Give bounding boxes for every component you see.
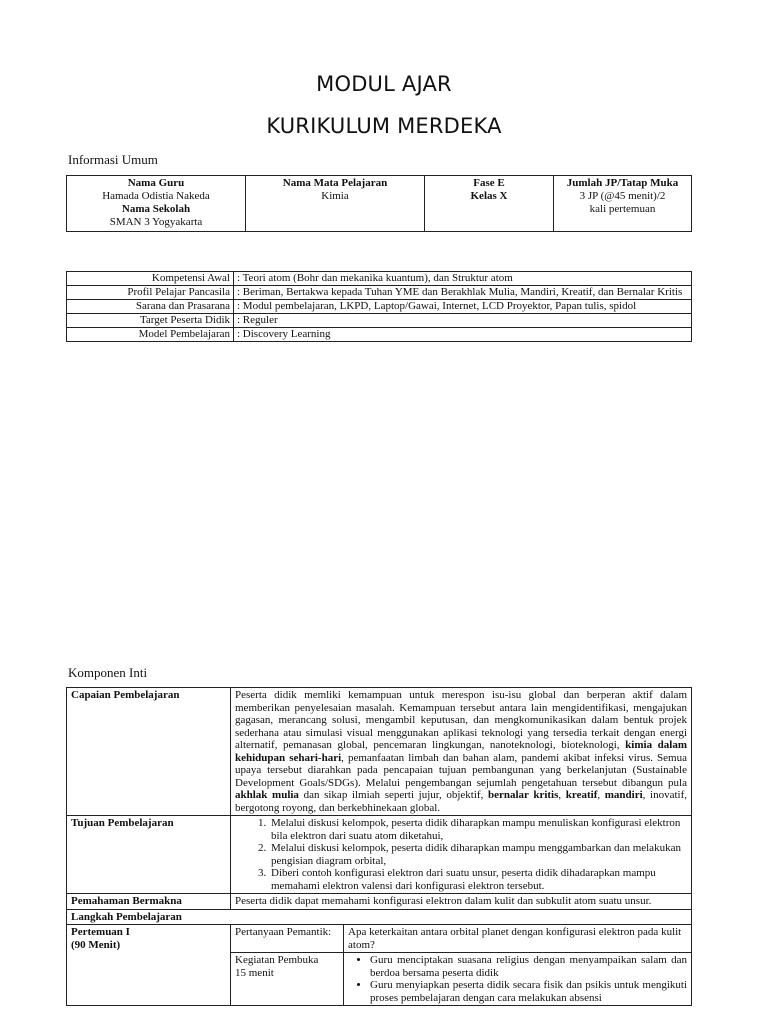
emphasis-text: kreatif	[565, 789, 598, 801]
core-components-table	[66, 687, 692, 1006]
table-row	[67, 925, 692, 1006]
table-row	[67, 328, 692, 342]
school-name-value: SMAN 3 Yogyakarta	[109, 216, 203, 228]
learning-objectives-cell	[231, 816, 692, 894]
row-label: Capaian Pembelajaran	[67, 688, 231, 816]
row-label: Pemahaman Bermakna	[67, 894, 231, 910]
row-value: : Reguler	[234, 314, 692, 328]
meeting-duration: (90 Menit)	[71, 938, 121, 951]
row-label: Target Peserta Didik	[67, 314, 234, 328]
opening-activities-cell	[344, 953, 692, 1006]
phase-heading: Fase E	[473, 177, 505, 189]
text-segment: Peserta didik memliki kemampuan untuk merespon isu-isu global dan berperan aktif dalam memberikan penyelesaian masalah. Kemampuan tersebut antara lain mengidentifikasi, mengajukan gagasan, merancang solusi, mengambil keputusan, dan mengkomunikasikan dalam bentuk projek sederhana atau simulasi visual menggunakan aplikasi teknologi yang tersedia terkait dengan energi alternatif, pemanasan global, pencemaran lingkungan, nanoteknologi, bioteknologi,	[235, 689, 687, 751]
emphasis-text: mandiri	[604, 789, 643, 801]
hours-heading: Jumlah JP/Tatap Muka	[566, 177, 679, 189]
learning-objectives-list	[235, 817, 687, 892]
table-row	[67, 272, 692, 286]
school-name-heading: Nama Sekolah	[121, 203, 191, 215]
row-value: : Modul pembelajaran, LKPD, Laptop/Gawai, Internet, LCD Proyektor, Papan tulis, spidol	[234, 300, 692, 314]
emphasis-text: bernalar kritis	[487, 789, 559, 801]
row-label: Profil Pelajar Pancasila	[67, 286, 234, 300]
text-segment: , inovatif, bergotong royong, dan berkebhinekaan global.	[235, 789, 688, 814]
opening-activities-list	[348, 954, 687, 1004]
table-row	[67, 300, 692, 314]
table-row	[67, 314, 692, 328]
table-row	[67, 688, 692, 816]
row-label: Model Pembelajaran	[67, 328, 234, 342]
meeting-label: Pertemuan I	[71, 926, 130, 938]
list-item: • Guru menciptakan suasana religius dengan menyampaikan salam dan berdoa bersama peserta didik	[370, 954, 687, 979]
subject-heading: Nama Mata Pelajaran	[282, 177, 388, 189]
row-value: : Discovery Learning	[234, 328, 692, 342]
emphasis-text: akhlak mulia	[235, 789, 299, 801]
document-subtitle: KURIKULUM MERDEKA	[266, 114, 502, 138]
question-label: Pertanyaan Pemantik:	[231, 925, 344, 953]
info-cell-subject	[246, 176, 425, 232]
opening-duration: 15 menit	[235, 966, 274, 979]
learning-profile-table	[66, 271, 692, 342]
row-label: Langkah Pembelajaran	[67, 909, 692, 925]
section-label-informasi-umum: Informasi Umum	[68, 152, 158, 167]
info-cell-phase	[425, 176, 554, 232]
row-label: Sarana dan Prasarana	[67, 300, 234, 314]
opening-cell	[231, 953, 344, 1006]
section-label-komponen-inti: Komponen Inti	[68, 665, 148, 680]
text-segment: , pemanfaatan limbah dan bahan alam, pandemi akibat infeksi virus. Semua upaya tersebut diarahkan pada pencapaian tujuan pembangunan yang berkelanjutan (Sustainable Development Goals/SDGs). Melalui pengembangan sejumlah pengetahuan tersebut dibangun pula	[235, 751, 687, 789]
table-row	[231, 953, 691, 1006]
list-item: 1. Melalui diskusi kelompok, peserta didik diharapkan mampu menuliskan konfigurasi elektron bila elektron dari suatu atom diketahui,	[269, 817, 687, 842]
meaningful-understanding-text: Peserta didik dapat memahami konfigurasi elektron dalam kulit dan subkulit atom suatu unsur.	[231, 894, 692, 910]
meeting-cell	[67, 925, 231, 1006]
info-cell-teacher	[67, 176, 246, 232]
class-value: Kelas X	[470, 190, 508, 202]
meeting-steps-cell	[231, 925, 692, 1006]
meeting-steps-table	[231, 925, 691, 1005]
table-row	[231, 925, 691, 953]
teacher-name-value: Hamada Odistia Nakeda	[102, 190, 210, 202]
hours-value: 3 JP (@45 menit)/2 kali pertemuan	[579, 190, 666, 215]
teacher-name-heading: Nama Guru	[127, 177, 185, 189]
emphasis-text: kimia dalam kehidupan sehari-hari	[235, 739, 687, 764]
question-text: Apa keterkaitan antara orbital planet dengan konfigurasi elektron pada kulit atom?	[344, 925, 692, 953]
general-info-table	[66, 175, 692, 232]
table-row	[67, 286, 692, 300]
row-value: : Beriman, Bertakwa kepada Tuhan YME dan Berakhlak Mulia, Mandiri, Kreatif, dan Bernalar Kritis	[234, 286, 692, 300]
document-title: MODUL AJAR	[316, 72, 452, 96]
list-item: 2. Melalui diskusi kelompok, peserta didik diharapkan mampu menggambarkan dan melakukan pengisian diagram orbital,	[269, 842, 687, 867]
table-row	[67, 816, 692, 894]
opening-label: Kegiatan Pembuka	[235, 954, 319, 966]
list-item: • Guru menyiapkan peserta didik secara fisik dan psikis untuk mengikuti proses pembelajaran dengan cara melakukan absensi	[370, 979, 687, 1004]
table-row	[67, 894, 692, 910]
row-value: : Teori atom (Bohr dan mekanika kuantum), dan Struktur atom	[234, 272, 692, 286]
info-cell-hours	[554, 176, 692, 232]
subject-value: Kimia	[321, 190, 349, 202]
learning-outcomes-text: Peserta didik memliki kemampuan untuk merespon isu-isu global dan berperan aktif dalam memberikan penyelesaian masalah. Kemampuan tersebut antara lain mengidentifikasi, mengajukan gagasan, merancang solusi, mengambil keputusan, dan mengkomunikasikan dalam bentuk projek sederhana atau simulasi visual menggunakan aplikasi teknologi yang tersedia terkait dengan energi alternatif, pemanasan global, pencemaran lingkungan, nanoteknologi, bioteknologi, kimia dalam kehidupan sehari-hari, pemanfaatan limbah dan bahan alam, pandemi akibat infeksi virus. Semua upaya tersebut diarahkan pada pencapaian tujuan pembangunan yang berkelanjutan (Sustainable Development Goals/SDGs). Melalui pengembangan sejumlah pengetahuan tersebut dibangun pula akhlak mulia dan sikap ilmiah seperti jujur, objektif, bernalar kritis, kreatif, mandiri, inovatif, bergotong royong, dan berkebhinekaan global.	[231, 688, 692, 816]
row-label: Kompetensi Awal	[67, 272, 234, 286]
row-label: Tujuan Pembelajaran	[67, 816, 231, 894]
table-row	[67, 909, 692, 925]
list-item: 3. Diberi contoh konfigurasi elektron dari suatu unsur, peserta didik dihadarapkan mampu memahami elektron valensi dari konfigurasi elektron tersebut.	[269, 867, 687, 892]
text-segment: dan sikap ilmiah seperti jujur, objektif,	[303, 789, 484, 801]
